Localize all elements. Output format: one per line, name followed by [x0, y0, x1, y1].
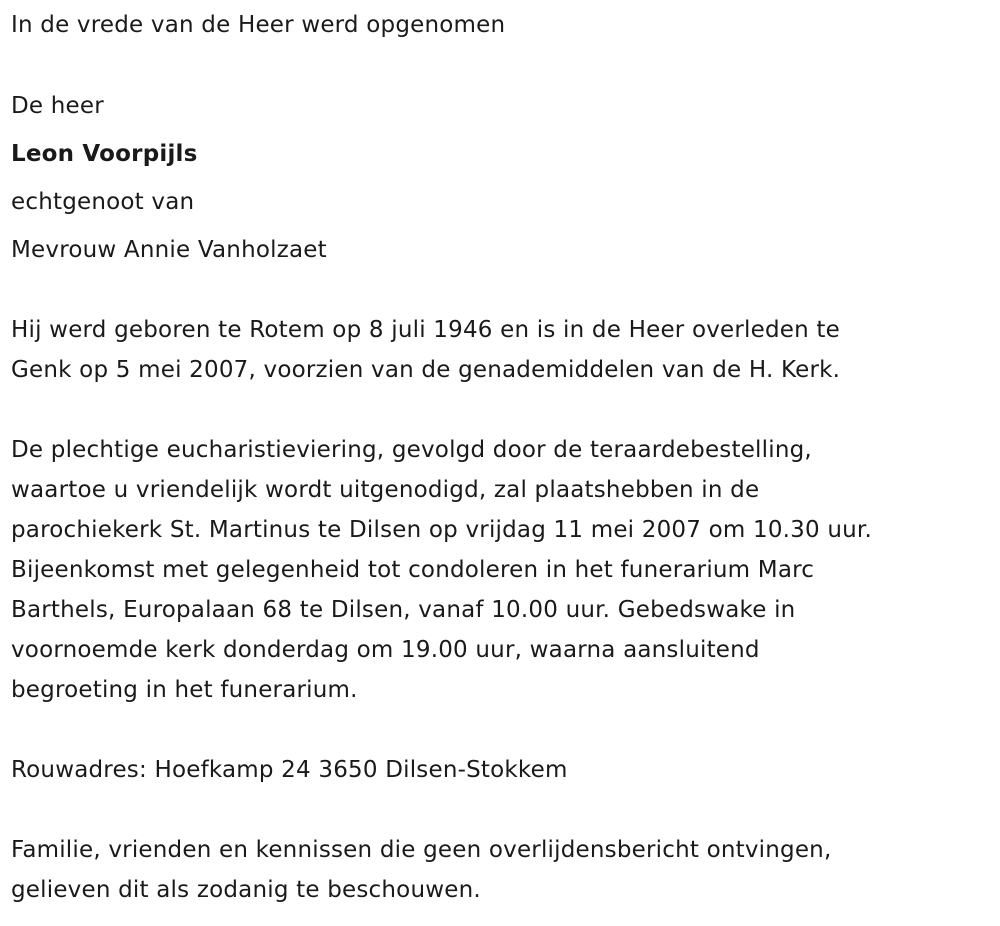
deceased-relation: echtgenoot van [11, 189, 195, 215]
ceremony-line: Bijeenkomst met gelegenheid tot condoleren in het funerarium Marc [11, 557, 815, 583]
closing-line: gelieven dit als zodanig te beschouwen. [11, 877, 481, 903]
closing-line: Familie, vrienden en kennissen die geen overlijdensbericht ontvingen, [11, 837, 832, 863]
birth-death-line: Genk op 5 mei 2007, voorzien van de genademiddelen van de H. Kerk. [11, 357, 841, 383]
ceremony-line: begroeting in het funerarium. [11, 677, 358, 703]
spouse-name: Mevrouw Annie Vanholzaet [11, 237, 327, 263]
mourning-address: Rouwadres: Hoefkamp 24 3650 Dilsen-Stokkem [11, 757, 568, 783]
deceased-name: Leon Voorpijls [11, 141, 198, 167]
ceremony-line: parochiekerk St. Martinus te Dilsen op vrijdag 11 mei 2007 om 10.30 uur. [11, 517, 872, 543]
birth-death-line: Hij werd geboren te Rotem op 8 juli 1946 en is in de Heer overleden te [11, 317, 840, 343]
ceremony-line: voornoemde kerk donderdag om 19.00 uur, waarna aansluitend [11, 637, 760, 663]
ceremony-line: De plechtige eucharistieviering, gevolgd door de teraardebestelling, [11, 437, 812, 463]
ceremony-line: Barthels, Europalaan 68 te Dilsen, vanaf 10.00 uur. Gebedswake in [11, 597, 796, 623]
deceased-title: De heer [11, 93, 104, 119]
intro-line: In de vrede van de Heer werd opgenomen [11, 12, 506, 38]
ceremony-line: waartoe u vriendelijk wordt uitgenodigd, zal plaatshebben in de [11, 477, 760, 503]
